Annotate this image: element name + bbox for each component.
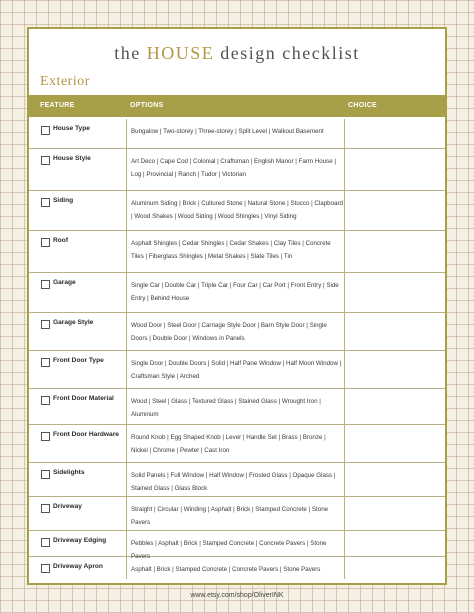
options-cell: Single Door | Double Doors | Solid | Half Pane Window | Half Moon Window | Craftsman Style | Arched [127,351,345,388]
footer-url: www.etsy.com/shop/OliverINK [190,592,284,599]
checkbox[interactable] [41,280,50,289]
table-header [29,95,445,117]
table-row [29,531,445,560]
feature-label: Driveway Apron [53,563,103,570]
choice-cell[interactable] [345,149,445,190]
options-cell: Wood Door | Steel Door | Carriage Style Door | Barn Style Door | Single Doors | Double Door | Windows in Panels [127,313,345,350]
table-row [29,557,445,579]
checkbox[interactable] [41,238,50,247]
feature-label: Sidelights [53,469,85,476]
choice-column-header: CHOICE [348,102,378,109]
feature-cell [29,389,127,424]
feature-label: Driveway [53,503,82,510]
feature-cell [29,273,127,312]
options-cell: Art Deco | Cape Cod | Colonial | Craftsman | English Manor | Farm House | Log | Provincial | Ranch | Tudor | Victorian [127,149,345,190]
choice-cell[interactable] [345,231,445,272]
title-prefix: the [114,43,147,63]
feature-cell [29,149,127,190]
table-row [29,191,445,231]
feature-cell [29,531,127,556]
table-row [29,425,445,463]
choice-cell[interactable] [345,425,445,462]
table-row [29,497,445,531]
section-heading: Exterior [40,74,90,89]
options-cell: Asphalt Shingles | Cedar Shingles | Cedar Shakes | Clay Tiles | Concrete Tiles | Fiberglass Shingles | Metal Shakes | Slate Tiles | Tin [127,231,345,272]
feature-label: Siding [53,197,74,204]
choice-cell[interactable] [345,557,445,579]
checkbox[interactable] [41,156,50,165]
feature-label: Garage Style [53,319,94,326]
feature-cell [29,119,127,148]
checkbox[interactable] [41,564,50,573]
feature-cell [29,231,127,272]
checkbox[interactable] [41,538,50,547]
options-cell: Bungalow | Two-storey | Three-storey | Split Level | Walkout Basement [127,119,345,148]
table-row [29,149,445,191]
options-cell: Asphalt | Brick | Stamped Concrete | Concrete Pavers | Stone Pavers [127,557,345,579]
feature-label: Front Door Material [53,395,114,402]
choice-cell[interactable] [345,497,445,530]
choice-cell[interactable] [345,351,445,388]
feature-column-header: FEATURE [40,102,75,109]
options-cell: Round Knob | Egg Shaped Knob | Lever | Handle Set | Brass | Bronze | Nickel | Chrome | Pewter | Cast Iron [127,425,345,462]
choice-cell[interactable] [345,119,445,148]
feature-label: House Style [53,155,91,162]
feature-label: Front Door Hardware [53,431,119,438]
checkbox[interactable] [41,198,50,207]
table-row [29,313,445,351]
table-row [29,351,445,389]
feature-cell [29,351,127,388]
page-title [29,43,445,64]
checklist-sheet [27,27,447,585]
choice-cell[interactable] [345,273,445,312]
checkbox[interactable] [41,320,50,329]
checkbox[interactable] [41,470,50,479]
options-cell: Wood | Steel | Glass | Textured Glass | Stained Glass | Wrought Iron | Aluminum [127,389,345,424]
choice-cell[interactable] [345,313,445,350]
feature-label: Roof [53,237,69,244]
feature-label: Garage [53,279,76,286]
choice-cell[interactable] [345,531,445,556]
feature-cell [29,463,127,496]
checkbox[interactable] [41,358,50,367]
checkbox[interactable] [41,396,50,405]
feature-cell [29,191,127,230]
title-accent: HOUSE [146,43,215,63]
feature-cell [29,313,127,350]
table-row [29,273,445,313]
table-row [29,389,445,425]
options-column-header: OPTIONS [130,102,164,109]
feature-cell [29,557,127,579]
feature-cell [29,497,127,530]
choice-cell[interactable] [345,389,445,424]
choice-cell[interactable] [345,191,445,230]
options-cell: Aluminum Siding | Brick | Cultured Stone | Natural Stone | Stucco | Clapboard | Wood Shakes | Wood Siding | Wood Shingles | Vinyl Siding [127,191,345,230]
options-cell: Single Car | Double Car | Triple Car | Four Car | Car Port | Front Entry | Side Entry | Behind House [127,273,345,312]
choice-cell[interactable] [345,463,445,496]
feature-label: House Type [53,125,90,132]
feature-label: Front Door Type [53,357,104,364]
options-cell: Pebbles | Asphalt | Brick | Stamped Concrete | Concrete Pavers | Stone Pavers [127,531,345,556]
checkbox[interactable] [41,432,50,441]
options-cell: Straight | Circular | Winding | Asphalt | Brick | Stamped Concrete | Stone Pavers [127,497,345,530]
table-row [29,119,445,149]
checkbox[interactable] [41,504,50,513]
options-cell: Solid Panels | Full Window | Half Window | Frosted Glass | Opaque Glass | Stained Glass | Glass Block [127,463,345,496]
feature-label: Driveway Edging [53,537,107,544]
feature-cell [29,425,127,462]
checkbox[interactable] [41,126,50,135]
title-suffix: design checklist [214,43,360,63]
checklist-table [29,119,445,582]
table-row [29,463,445,497]
table-row [29,231,445,273]
